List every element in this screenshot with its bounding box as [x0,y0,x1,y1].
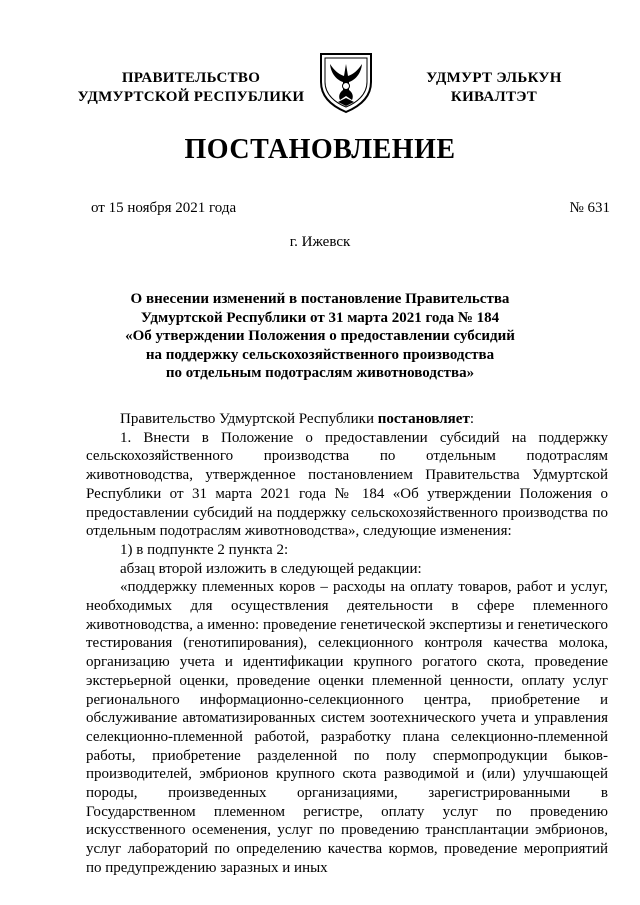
document-date: от 15 ноября 2021 года [91,200,237,216]
paragraph-text: : [469,411,474,427]
title-line: «Об утверждении Положения о предоставлении субсидий [125,328,515,344]
title-line: на поддержку сельскохозяйственного производства [145,346,495,363]
coat-of-arms-icon [318,52,374,114]
body-paragraph: 1) в подпункте 2 пункта 2: [120,541,289,558]
body-paragraph: «поддержку племенных коров – расходы на оплату товаров, работ и услуг, необходимых для осуществления деятельности в сфере племенного животноводства, а именно: проведение генетической экспертизы и генетического тестирования (генотипирования), селекционного контроля качества молока, организацию учета и идентификации крупного рогатого скота, проведение экстерьерной оценки, проведение оценки племенной ценности, оплату услуг регионального информационно-селекционного центра, приобретение и обслуживание автоматизированных систем зоотехнического учета и управления селекционно-племенной работой, разработку плана селекционно-племенной работы, приобретение разделенной по полу спермопродукции быков-производителей, эмбрионов крупного скота разводимой и (или) улучшающей породы, произведенных организациями, зарегистрированными в Государственном племенном регистре, оплату услуг по проведению искусственного осеменения, услуг по проведению трансплантации эмбрионов, услуг лабораторий по определению качества кормов, проведение мероприятий по предупреждению заразных и иных [86,579,608,876]
header-left-line2: УДМУРТСКОЙ РЕСПУБЛИКИ [77,89,305,105]
paragraph-text: Правительство Удмуртской Республики [120,411,378,427]
document-body [86,410,608,878]
header-left-line1: ПРАВИТЕЛЬСТВО [121,70,261,86]
body-paragraph: абзац второй изложить в следующей редакции: [120,560,422,577]
title-line: Удмуртской Республики от 31 марта 2021 года № 184 [140,309,500,326]
document-type: ПОСТАНОВЛЕНИЕ [184,134,456,165]
keyword-postanovlyaet: постановляет [377,411,470,427]
header-right-line2: КИВАЛТЭТ [450,89,538,105]
header-right [410,69,578,107]
header-left [76,69,306,107]
document-number: № 631 [569,200,610,216]
body-paragraph [86,410,608,429]
document-city: г. Ижевск [289,234,351,250]
title-line: по отдельным подотраслям животноводства» [165,365,475,381]
document-title [120,290,520,383]
header-right-line1: УДМУРТ ЭЛЬКУН [426,70,562,86]
title-line: О внесении изменений в постановление Правительства [130,291,510,307]
body-paragraph: 1. Внести в Положение о предоставлении субсидий на поддержку сельскохозяйственного производства по отдельным подотраслям животноводства, утвержденное постановлением Правительства Удмуртской Республики от 31 марта 2021 года № 184 «Об утверждении Положения о предоставлении субсидий на поддержку сельскохозяйственного производства по отдельным подотраслям животноводства», следующие изменения: [86,429,608,540]
